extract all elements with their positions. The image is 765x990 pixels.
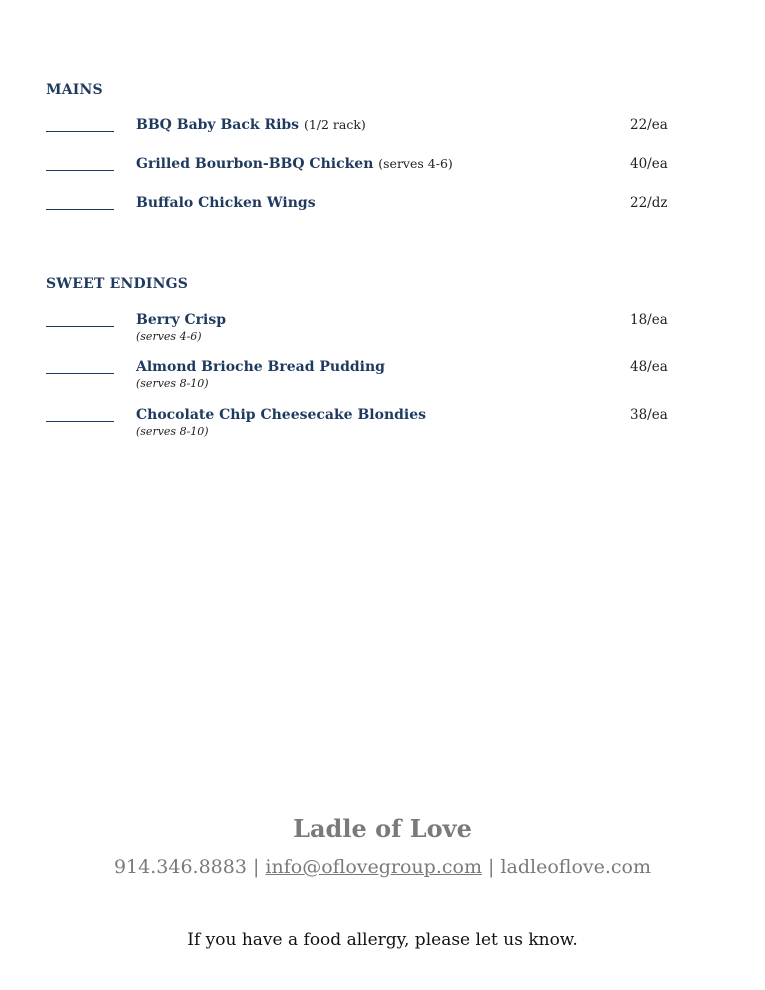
item-name-wrapper [136,195,316,211]
item-note: (serves 4-6) [136,330,202,343]
footer-website: ladleoflove.com [500,856,652,878]
quantity-blank-line[interactable] [46,373,114,374]
item-name: Grilled Bourbon-BBQ Chicken [136,156,374,172]
item-note: (serves 8-10) [136,377,209,390]
quantity-blank-line[interactable] [46,421,114,422]
quantity-blank-line[interactable] [46,131,114,132]
item-price: 40/ea [630,156,668,172]
menu-item-grilled-bourbon-bbq-chicken [46,156,686,196]
item-name-wrapper [136,156,453,172]
menu-item-chocolate-chip-cheesecake-blondies [46,407,686,447]
footer-contact-line [0,856,765,878]
quantity-blank-line[interactable] [46,170,114,171]
item-note: (serves 4-6) [378,156,453,171]
item-name: BBQ Baby Back Ribs [136,117,300,133]
menu-item-almond-brioche-bread-pudding [46,359,686,399]
item-name: Chocolate Chip Cheesecake Blondies [136,407,427,423]
footer-email-link[interactable]: info@oflovegroup.com [265,856,482,878]
item-name-wrapper [136,117,366,133]
item-note: (serves 8-10) [136,425,209,438]
item-name: Almond Brioche Bread Pudding [136,359,385,375]
menu-item-berry-crisp [46,312,686,352]
item-name: Berry Crisp [136,312,227,328]
footer-separator: | [481,856,501,878]
footer-separator: | [246,856,266,878]
item-price: 18/ea [630,312,668,328]
footer-allergy-notice: If you have a food allergy, please let us know. [187,930,578,950]
section-title-mains: MAINS [46,82,103,98]
quantity-blank-line[interactable] [46,326,114,327]
item-price: 22/dz [630,195,668,211]
section-title-sweet-endings: SWEET ENDINGS [46,276,189,292]
item-price: 22/ea [630,117,668,133]
item-note: (1/2 rack) [303,117,366,132]
item-price: 48/ea [630,359,668,375]
menu-item-buffalo-chicken-wings [46,195,686,235]
quantity-blank-line[interactable] [46,209,114,210]
menu-item-bbq-baby-back-ribs [46,117,686,157]
item-price: 38/ea [630,407,668,423]
footer-phone: 914.346.8883 [113,856,247,878]
footer-brand-name: Ladle of Love [293,814,472,843]
item-name: Buffalo Chicken Wings [136,195,316,211]
